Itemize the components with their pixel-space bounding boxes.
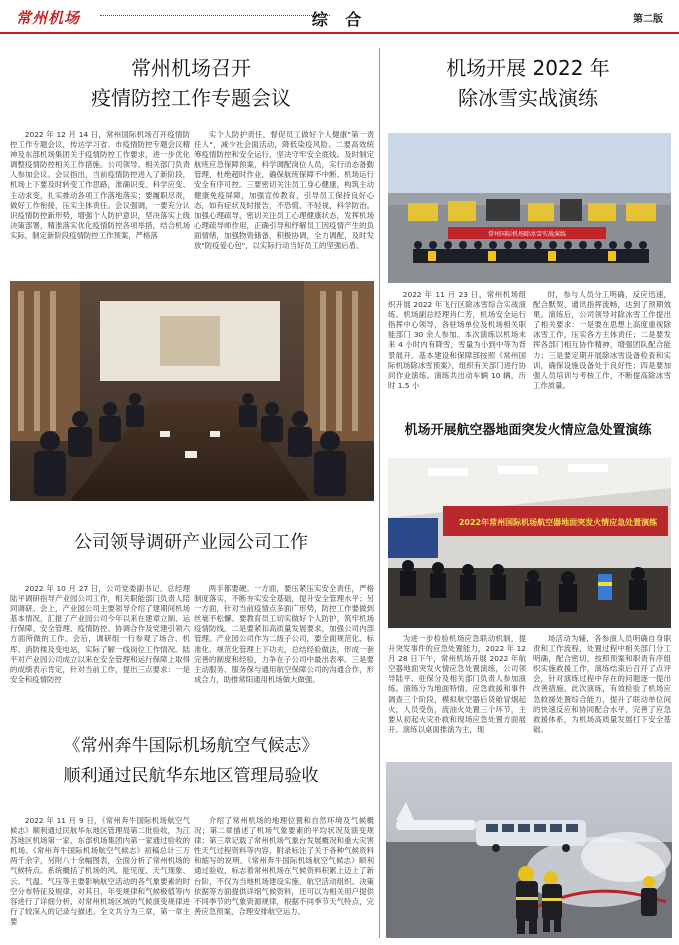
article5-col1-text: 为进一步检验机场应急联动机制，提升突发事件的应急处置能力，2022 年 12 月 28 日下午，常州机场开展 2022 年航空器地面突发火情应急处置演练，公司领导陆平、驻保分及相关部门负责人参加演练。演练分为地面特情、应急救援和事件调查三个阶段，模拟航空器后货舱冒烟起火，人员受伤，流油火处置三个环节，主要从初起火灾扑救和现场应急处置方面展开。演练以桌面推演为主，现 [388, 634, 526, 734]
article3-col2 [194, 816, 374, 938]
article3-col1 [10, 816, 190, 938]
section-title: 综 合 [311, 10, 368, 29]
article2-col1-text: 2022 年 10 月 27 日，公司党委副书记、总经理陆平调研指导产业园公司工作，相关职能部门负责人陪同调研。会上，产业园公司主要领导介绍了建期间机场基本情况，汇报了产业园公司今年以来在建章立制、运行保障、安全管理、疫情防控、协调合作及党建引领六方面所做的工作。会后，调研组一行参观了场合、机库、消防楼及变电站，实际了解一线岗位工作情况。陆平对产业园公司成立以来在安全管理和运行保障上取得的成绩表示肯定，针对当前工作，提出三点要求：一是安全和疫情防控 [10, 584, 190, 684]
meeting-photo [10, 281, 374, 501]
article2-col2-text: 两手都要硬。一方面，要压紧压实安全责任，严格制度落实，不断夯实安全基础，提升安全管理水平；另一方面，针对当前疫情点多面广形势，防控工作要做到丝毫不松懈。要教育员工切实做好个人防护，筑牢机场疫情防线。二是要紧扣高质量发展要求，加强公司内部管理。产业园公司作为二级子公司，要全面规范化、标准化、规范化管理上下功夫，总结经验做法，形成一套完善的制度和经验，力争在子公司中最出表率。三是要主动服务、服务保与通用航空保障公司的沟通合作，形成合力，助推常阳通用机场做大做强。 [194, 584, 374, 684]
newspaper-logo: 常州机场 [16, 9, 81, 27]
article1-col1 [10, 130, 190, 275]
article4-title-line1: 机场开展 2022 年 [446, 56, 610, 80]
snow-removal-photo [388, 133, 671, 283]
article2-col2 [194, 584, 374, 702]
article4-col1 [388, 290, 526, 408]
article1-title-line2: 疫情防控工作专题会议 [91, 86, 291, 110]
article5-col2-text: 场活动为辅，各参演人员明确自身职责和工作流程，处置过程中相关部门分工明确，配合密切，按照预案和职责有序组织实施救援工作，演练结束后召开了点评会，针对演练过程中存在的问题逐一提出改善措施。此次演练，有效检验了机场应急救援处置综合能力，提升了联动单位间的快速反应和协同配合水平，完善了应急救援体系，为机场高质量发展打下安全基础。 [533, 634, 671, 734]
article3-title [10, 731, 372, 791]
masthead [0, 0, 679, 34]
fire-drill-banner: 2022年常州国际机场航空器地面突发火情应急处置演练 [458, 518, 658, 527]
drill-banner-text: 常州国际机场除冰雪实战演练 [487, 231, 567, 238]
article4-title [386, 53, 670, 113]
article5-title: 机场开展航空器地面突发火情应急处置演练 [404, 423, 652, 438]
article5-col1 [388, 634, 526, 752]
article1-title-line1: 常州机场召开 [131, 56, 251, 80]
article4-title-line2: 除冰雪实战演练 [458, 86, 598, 110]
article1-col1-text: 2022 年 12 月 14 日，常州国际机场召开疫情防控工作专题会议，传达学习省、市疫情防控专题会议精神及东部机场集团关于疫情防控工作要求，进一步优化调整疫情防控相关工作措施。公司领导、相关部门负责人参加会议。会议指出，当前疫情防控进入了新阶段，机场上下要及时转变工作思路，准确识变、科学应变、主动求变，扎实推动各项工作落地落实；要履职尽责，做好工作衔接，压实主体责任。会议强调，一要充分认识疫情防控新形势，增强个人防护意识，坚决落实上级决策部署，精准落实优化疫情防控各项举措，结合机场实际，制定新阶段疫情防控工作预案，严格落 [10, 130, 190, 240]
fire-drill-photo [388, 458, 671, 628]
article4-col2 [533, 290, 671, 408]
column-divider [379, 48, 380, 938]
article1-title [10, 53, 372, 113]
article2-col1 [10, 584, 190, 702]
article1-col2 [194, 130, 374, 275]
edition-label: 第二版 [633, 14, 663, 25]
article3-col2-text: 介绍了常州机场的地理位置和自然环境及气候概况；第二章描述了机场气象要素的平均状况及演变规律；第三章记载了常州机场气象台发展概况和重大灾害性天气过程资料等内容，附录标注了关于各种气候资料和缩写的说明。《常州奔牛国际机场航空气候志》顺利通过验收，标志着常州机场在气候资料积累上迈上了新台阶，不仅为当地机场建设实施、航空活动组织、决策依据等方面提供详细气候资料，还可以为相关用户提供不同季节的气象资源规律，根据不同季节天气特点，完善应急预案，合理安排航空运力。 [194, 816, 374, 916]
article1-col2-text: 实个人防护责任，督促员工做好个人健康"第一责任人"，减少社会面活动，降低染疫风险。二要高效统筹疫情防控和安全运行，坚决守牢安全底线。及时制定航班应急保障预案，科学调配岗位人员，实行动态备勤管理，杜绝超时作业，确保航班保障不中断、机场运行安全有序可控。三要密切关注员工身心健康，构筑主动健康免疫屏障，加强宣传教育，引导员工保持良好心态，如有症状及时报告，不恐慌、不轻视，科学防治。加强心理疏导，密切关注员工心理健康状态，发挥机场心理疏导师作用，正确引导和纾解员工因疫情产生的负面情绪，加强物资储备，积极协调，全力调配，及时发放"防疫爱心包"，以实际行动当好员工的坚强后盾。 [194, 130, 374, 251]
article3-col1-text: 2022 年 11 月 9 日，《常州奔牛国际机场航空气候志》顺利通过民航华东地区管理局第二批验收，为江苏地区机场第一家、东部机场集团内第一家通过验收的机场。《常州奔牛国际机场航空气候志》初稿总计三万两千余字，另附八十余幅图表，全面分析了常州机场的气候特点。系统概括了机场的风、能见度、天气现象、云、气温、气压等主要影响航空活动的各气象要素的时空分布特征及规律，对其日、年变规律和气候极值等内容进行了详细分析，对常州机场区域的气候演变规律进行了较深入的记录与描述。全文共分为三章，第一章主要 [10, 816, 190, 926]
article4-col2-text: 时，参与人员分工明确，反应迅速，配合默契，通讯指挥流畅，达到了预期效果。演练后，公司领导对除冰雪工作提出了相关要求：一是要在思想上高度重视除冰雪工作，压实各方主体责任；二是要发挥各部门相互协作精神，增强团队配合能力；三是要定期开展除冰雪设备检查和实训，确保设施设备处于良好性；四是要加强人员培训与考核工作，不断提高除冰雪工作质量。 [533, 290, 671, 390]
article3-title-line1: 《常州奔牛国际机场航空气候志》 [63, 736, 319, 756]
fire-truck-photo [386, 762, 672, 938]
article4-col1-text: 2022 年 11 月 23 日，常州机场组织开展 2022 年飞行区除冰雪综合实战演练。机场副总经理肖仁芳，机场安全运行指挥中心领导，各驻场单位及机场相关职能部门 30 余人参加。本次演练以机场未来 4 小时内有降雪，雪量为小到中等为背景展开。基本建设和保障部按照《常州国际机场除冰雪预案》，组织有关部门进行协同作业演练。演练共出动车辆 10 辆，历时 1.5 小 [388, 290, 526, 390]
article3-title-line2: 顺利通过民航华东地区管理局验收 [63, 766, 319, 786]
article5-col2 [533, 634, 671, 752]
article2-title: 公司领导调研产业园公司工作 [74, 532, 308, 553]
